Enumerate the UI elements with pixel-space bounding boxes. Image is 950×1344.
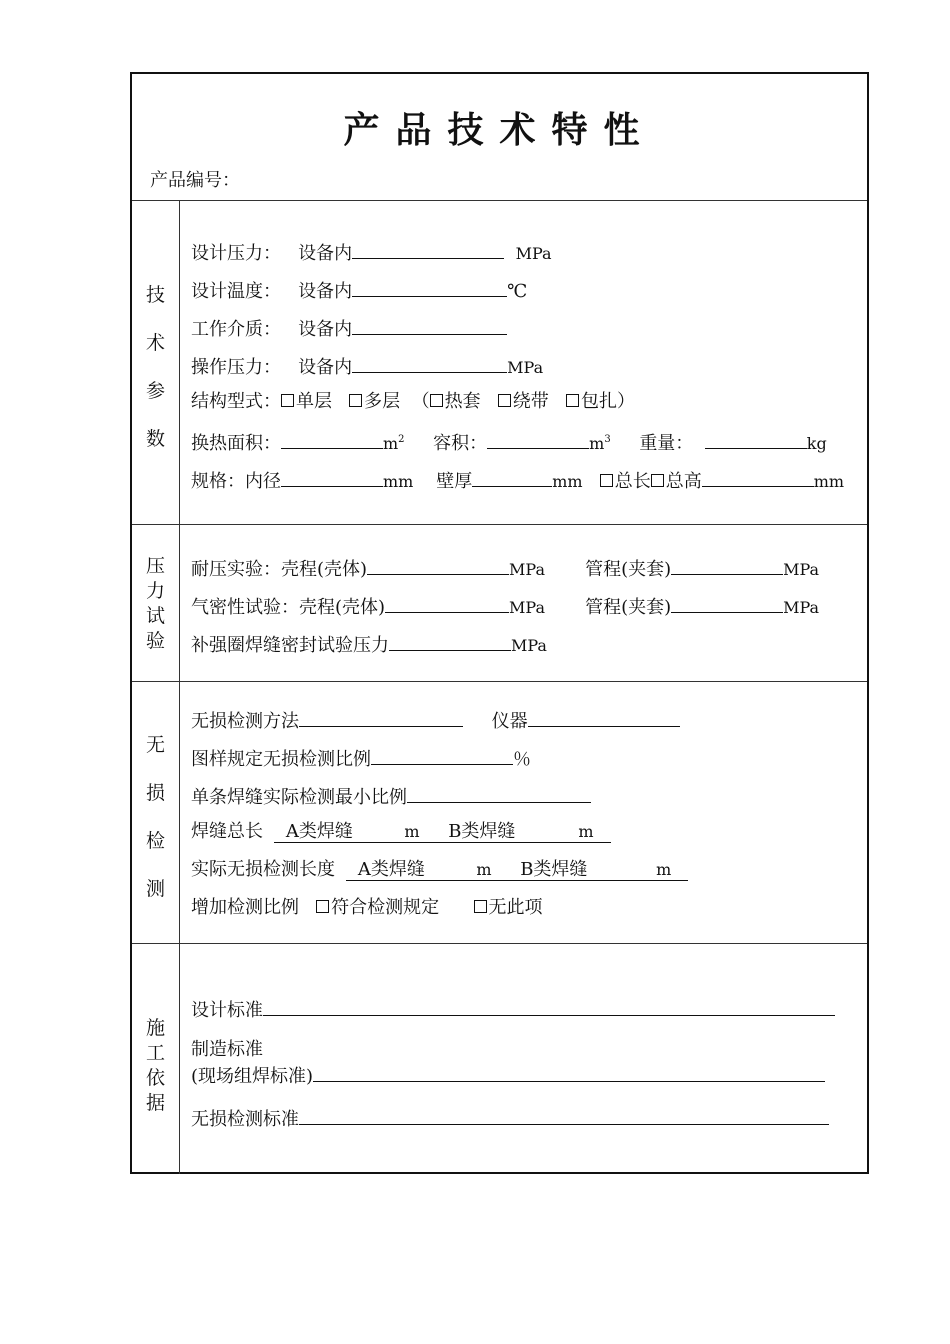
divider bbox=[132, 943, 867, 944]
hydro-test-row: 耐压实验：壳程(壳体) MPa 管程(夹套) MPa bbox=[191, 554, 819, 582]
ndt-ratio-row: 图样规定无损检测比例 ％ bbox=[191, 744, 531, 772]
mfg-std-row: (现场组焊标准) bbox=[191, 1061, 825, 1089]
divider bbox=[132, 681, 867, 682]
mfg-std-label: 制造标准 bbox=[191, 1039, 263, 1060]
checkbox-hot-sleeve[interactable] bbox=[430, 394, 443, 407]
ndt-method-row: 无损检测方法 仪器 bbox=[191, 706, 680, 734]
wall-thickness-field[interactable] bbox=[472, 466, 552, 487]
design-temp-field[interactable] bbox=[352, 276, 507, 297]
heat-area-field[interactable] bbox=[281, 428, 383, 449]
ndt-std-field[interactable] bbox=[299, 1104, 829, 1125]
ndt-method-field[interactable] bbox=[299, 706, 463, 727]
area-volume-weight-row: 换热面积： $m^2$ 容积： $m^3$ 重量： kg bbox=[191, 428, 827, 456]
label-column-divider bbox=[179, 200, 180, 1174]
section-label-ndt: 无 损 检 测 bbox=[145, 734, 165, 900]
air-tube-field[interactable] bbox=[671, 592, 783, 613]
design-temp-row: 设计温度： 设备内 ℃ bbox=[191, 276, 527, 304]
total-size-field[interactable] bbox=[702, 466, 814, 487]
checkbox-wrapped[interactable] bbox=[566, 394, 579, 407]
air-test-row: 气密性试验：壳程(壳体) MPa 管程(夹套) MPa bbox=[191, 592, 819, 620]
actual-length-row: 实际无损检测长度 A类焊缝 m B类焊缝 m bbox=[191, 858, 688, 882]
form-title: 产品技术特性 bbox=[343, 110, 656, 151]
checkbox-wound[interactable] bbox=[498, 394, 511, 407]
add-ratio-row: 增加检测比例 符合检测规定 无此项 bbox=[191, 897, 543, 918]
spec-row: 规格：内径 mm 壁厚 mm 总长 总高 mm bbox=[191, 466, 844, 494]
weight-field[interactable] bbox=[705, 428, 807, 449]
checkbox-total-height[interactable] bbox=[651, 474, 664, 487]
min-ratio-row: 单条焊缝实际检测最小比例 bbox=[191, 782, 591, 810]
air-shell-field[interactable] bbox=[385, 592, 509, 613]
checkbox-multi[interactable] bbox=[349, 394, 362, 407]
ndt-std-row: 无损检测标准 bbox=[191, 1104, 829, 1132]
design-std-field[interactable] bbox=[263, 995, 835, 1016]
weld-total-row: 焊缝总长 A类焊缝 m B类焊缝 m bbox=[191, 820, 611, 844]
op-pressure-row: 操作压力： 设备内 MPa bbox=[191, 352, 543, 380]
op-pressure-field[interactable] bbox=[352, 352, 507, 373]
product-tech-form bbox=[130, 72, 869, 1174]
divider bbox=[132, 524, 867, 525]
weld-total-field[interactable]: A类焊缝 m B类焊缝 m bbox=[274, 821, 610, 843]
section-label-pressure-test: 压 力 试 验 bbox=[145, 555, 165, 652]
divider bbox=[132, 200, 867, 201]
actual-length-field[interactable]: A类焊缝 m B类焊缝 m bbox=[346, 859, 688, 881]
instrument-field[interactable] bbox=[528, 706, 680, 727]
hydro-shell-field[interactable] bbox=[367, 554, 509, 575]
design-pressure-row: 设计压力： 设备内 MPa bbox=[191, 238, 552, 266]
section-label-basis: 施 工 依 据 bbox=[145, 1017, 165, 1114]
structure-row: 结构型式： 单层 多层 （ 热套 绕带 包扎） bbox=[191, 391, 635, 412]
pad-pressure-field[interactable] bbox=[389, 630, 511, 651]
hydro-tube-field[interactable] bbox=[671, 554, 783, 575]
volume-field[interactable] bbox=[487, 428, 589, 449]
min-ratio-field[interactable] bbox=[407, 782, 591, 803]
work-medium-row: 工作介质： 设备内 bbox=[191, 314, 507, 342]
work-medium-field[interactable] bbox=[352, 314, 507, 335]
design-pressure-field[interactable] bbox=[352, 238, 504, 259]
checkbox-conform[interactable] bbox=[316, 900, 329, 913]
mfg-std-field[interactable] bbox=[313, 1061, 825, 1082]
product-no-label: 产品编号： bbox=[150, 170, 240, 191]
ndt-ratio-field[interactable] bbox=[371, 744, 513, 765]
inner-diameter-field[interactable] bbox=[281, 466, 383, 487]
checkbox-total-length[interactable] bbox=[600, 474, 613, 487]
design-std-row: 设计标准 bbox=[191, 995, 835, 1023]
pad-test-row: 补强圈焊缝密封试验压力 MPa bbox=[191, 630, 547, 658]
section-label-tech: 技 术 参 数 bbox=[145, 284, 165, 450]
checkbox-single[interactable] bbox=[281, 394, 294, 407]
checkbox-none[interactable] bbox=[474, 900, 487, 913]
